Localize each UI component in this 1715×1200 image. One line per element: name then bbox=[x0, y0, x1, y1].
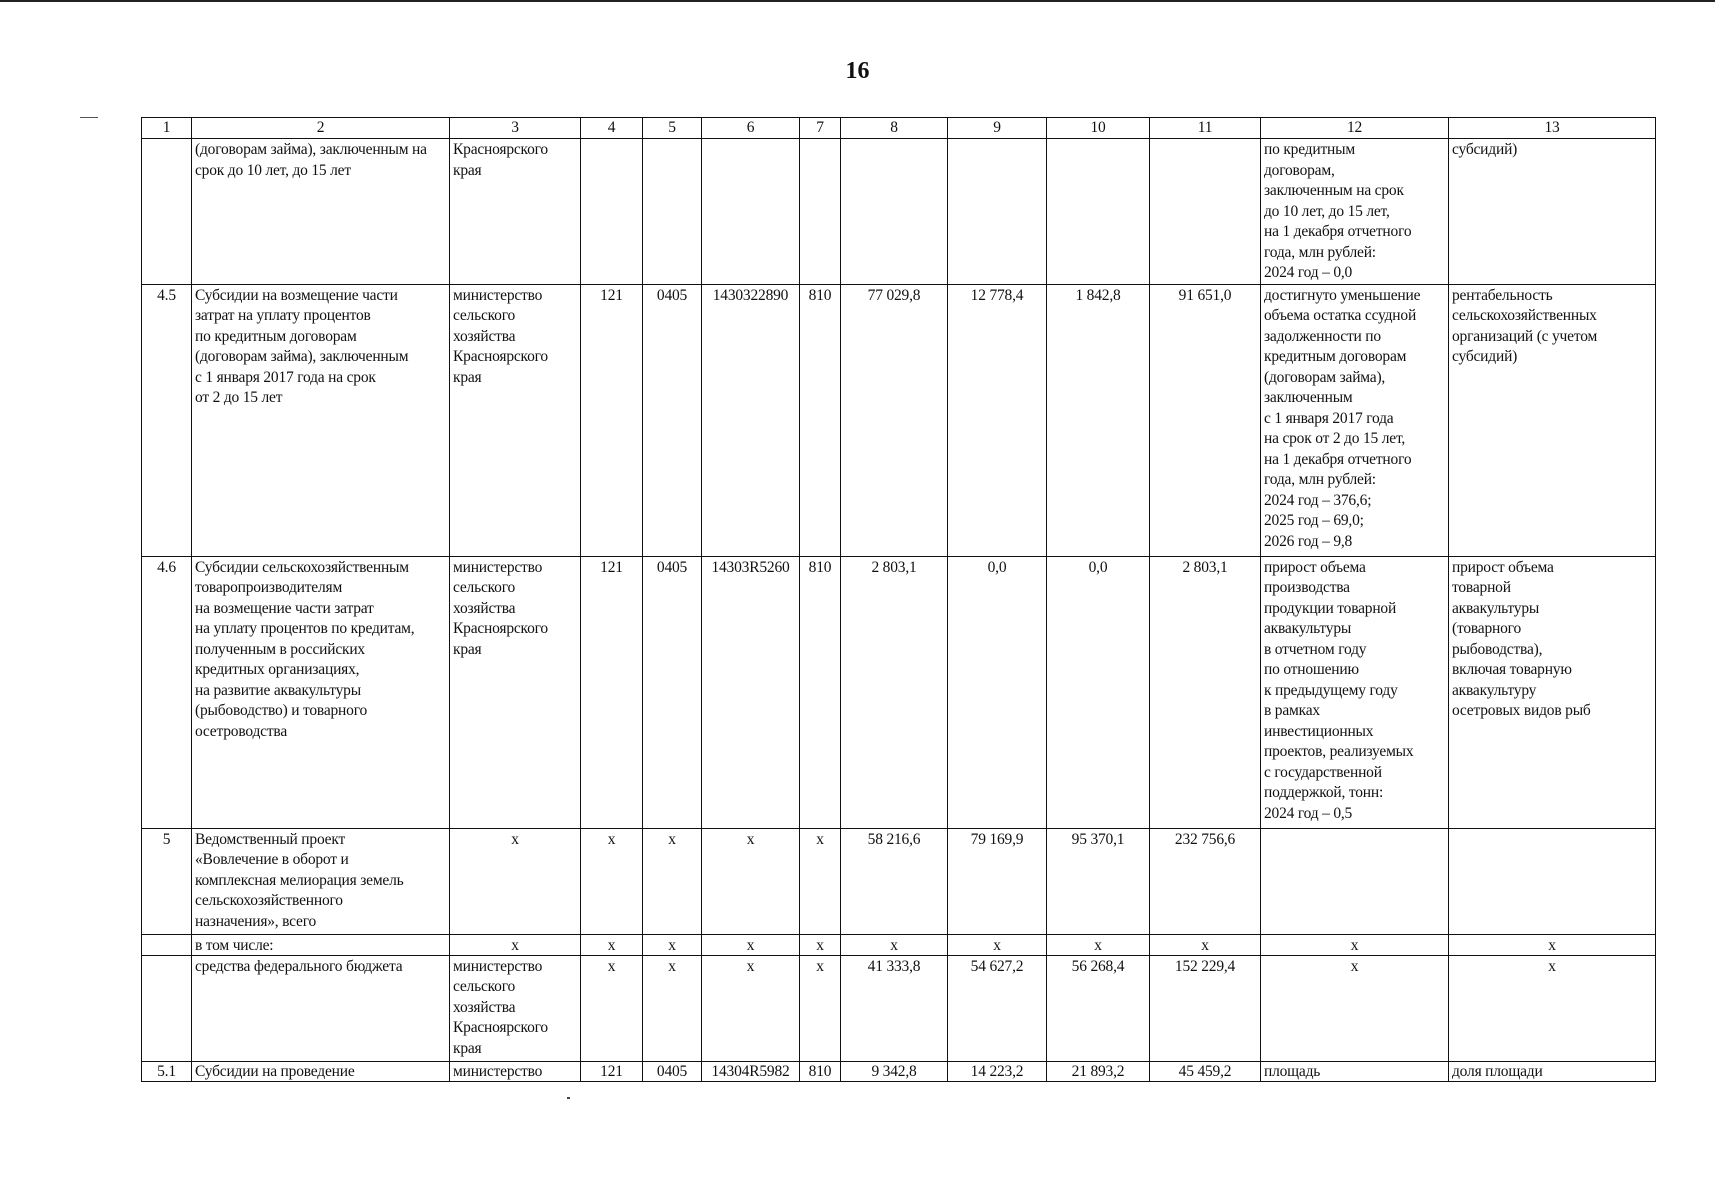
cell-responsible: министерство сельского хозяйства Красноярского края bbox=[450, 284, 581, 556]
cell-indicator: х bbox=[1449, 955, 1656, 1061]
cell-result: по кредитным договорам, заключенным на срок до 10 лет, до 15 лет, на 1 декабря отчетного года, млн рублей: 2024 год – 0,0 bbox=[1261, 139, 1449, 285]
header-col-5: 5 bbox=[643, 118, 702, 139]
cell-col-10: 95 370,1 bbox=[1047, 828, 1150, 934]
cell-item-name: Субсидии сельскохозяйственным товаропроизводителям на возмещение части затрат на уплату процентов по кредитам, полученным в российских кредитных организациях, на развитие аквакультуры (рыбоводство) и товарного осетроводства bbox=[192, 556, 450, 828]
column-number-header-row bbox=[142, 118, 1656, 139]
header-col-1: 1 bbox=[142, 118, 192, 139]
table-row-5 bbox=[142, 828, 1656, 934]
cell-result: достигнуто уменьшение объема остатка ссудной задолженности по кредитным договорам (договорам займа), заключенным с 1 января 2017 года на срок от 2 до 15 лет, на 1 декабря отчетного года, млн рублей: 2024 год – 376,6; 2025 год – 69,0; 2026 год – 9,8 bbox=[1261, 284, 1449, 556]
cell-item-name: Субсидии на проведение bbox=[192, 1061, 450, 1081]
scan-speck bbox=[567, 1097, 570, 1099]
table-row-4-6 bbox=[142, 556, 1656, 828]
cell-result: прирост объема производства продукции товарной аквакультуры в отчетном году по отношению к предыдущему году в рамках инвестиционных проектов, реализуемых с государственной поддержкой, тонн: 2024 год – 0,5 bbox=[1261, 556, 1449, 828]
cell-col-8 bbox=[841, 139, 948, 285]
cell-item-name: Ведомственный проект «Вовлечение в оборот и комплексная мелиорация земель сельскохозяйственного назначения», всего bbox=[192, 828, 450, 934]
table-row-including bbox=[142, 934, 1656, 955]
header-col-6: 6 bbox=[702, 118, 800, 139]
cell-item-number bbox=[142, 955, 192, 1061]
header-col-4: 4 bbox=[581, 118, 643, 139]
cell-col-10: 1 842,8 bbox=[1047, 284, 1150, 556]
cell-col-11: 91 651,0 bbox=[1150, 284, 1261, 556]
cell-item-number: 4.5 bbox=[142, 284, 192, 556]
table-row-federal-budget bbox=[142, 955, 1656, 1061]
cell-col-4: 121 bbox=[581, 284, 643, 556]
cell-col-4: х bbox=[581, 828, 643, 934]
cell-responsible: министерство сельского хозяйства Красноярского края bbox=[450, 556, 581, 828]
table-row-5-1 bbox=[142, 1061, 1656, 1081]
cell-col-9: х bbox=[948, 934, 1047, 955]
cell-responsible: х bbox=[450, 828, 581, 934]
cell-col-5: 0405 bbox=[643, 556, 702, 828]
cell-col-9: 79 169,9 bbox=[948, 828, 1047, 934]
cell-item-number: 5.1 bbox=[142, 1061, 192, 1081]
header-col-12: 12 bbox=[1261, 118, 1449, 139]
cell-result: х bbox=[1261, 955, 1449, 1061]
cell-result: х bbox=[1261, 934, 1449, 955]
cell-col-10: х bbox=[1047, 934, 1150, 955]
page-number: 16 bbox=[845, 58, 870, 84]
cell-col-4: 121 bbox=[581, 556, 643, 828]
cell-item-number bbox=[142, 934, 192, 955]
cell-item-number bbox=[142, 139, 192, 285]
cell-indicator: субсидий) bbox=[1449, 139, 1656, 285]
cell-indicator bbox=[1449, 828, 1656, 934]
cell-col-4: х bbox=[581, 955, 643, 1061]
cell-col-8: 58 216,6 bbox=[841, 828, 948, 934]
cell-indicator: прирост объема товарной аквакультуры (товарного рыбоводства), включая товарную аквакультуру осетровых видов рыб bbox=[1449, 556, 1656, 828]
cell-col-8: 9 342,8 bbox=[841, 1061, 948, 1081]
cell-col-7: 810 bbox=[800, 556, 841, 828]
cell-col-8: х bbox=[841, 934, 948, 955]
margin-mark bbox=[80, 117, 98, 118]
table-row-continuation bbox=[142, 139, 1656, 285]
cell-col-5: х bbox=[643, 955, 702, 1061]
cell-col-11 bbox=[1150, 139, 1261, 285]
cell-indicator: х bbox=[1449, 934, 1656, 955]
cell-col-11: 232 756,6 bbox=[1150, 828, 1261, 934]
header-col-3: 3 bbox=[450, 118, 581, 139]
cell-responsible: Красноярского края bbox=[450, 139, 581, 285]
cell-col-10: 0,0 bbox=[1047, 556, 1150, 828]
cell-responsible: х bbox=[450, 934, 581, 955]
cell-col-9: 0,0 bbox=[948, 556, 1047, 828]
budget-table bbox=[141, 117, 1656, 1082]
cell-item-name: (договорам займа), заключенным на срок до 10 лет, до 15 лет bbox=[192, 139, 450, 285]
cell-col-8: 41 333,8 bbox=[841, 955, 948, 1061]
cell-col-7: х bbox=[800, 934, 841, 955]
cell-col-9 bbox=[948, 139, 1047, 285]
cell-col-11: 45 459,2 bbox=[1150, 1061, 1261, 1081]
cell-col-5: х bbox=[643, 934, 702, 955]
cell-item-name: в том числе: bbox=[192, 934, 450, 955]
cell-responsible: министерство сельского хозяйства Красноярского края bbox=[450, 955, 581, 1061]
cell-col-6: 14303R5260 bbox=[702, 556, 800, 828]
cell-col-6: 1430322890 bbox=[702, 284, 800, 556]
header-col-8: 8 bbox=[841, 118, 948, 139]
cell-col-5: 0405 bbox=[643, 284, 702, 556]
cell-col-10: 21 893,2 bbox=[1047, 1061, 1150, 1081]
cell-item-name: средства федерального бюджета bbox=[192, 955, 450, 1061]
cell-col-7: 810 bbox=[800, 284, 841, 556]
cell-col-9: 14 223,2 bbox=[948, 1061, 1047, 1081]
cell-col-5 bbox=[643, 139, 702, 285]
cell-item-number: 4.6 bbox=[142, 556, 192, 828]
cell-result: площадь bbox=[1261, 1061, 1449, 1081]
cell-item-number: 5 bbox=[142, 828, 192, 934]
header-col-13: 13 bbox=[1449, 118, 1656, 139]
cell-col-4: 121 bbox=[581, 1061, 643, 1081]
cell-col-6: 14304R5982 bbox=[702, 1061, 800, 1081]
cell-col-8: 77 029,8 bbox=[841, 284, 948, 556]
header-col-11: 11 bbox=[1150, 118, 1261, 139]
cell-col-11: х bbox=[1150, 934, 1261, 955]
cell-result bbox=[1261, 828, 1449, 934]
header-col-7: 7 bbox=[800, 118, 841, 139]
cell-col-7: х bbox=[800, 828, 841, 934]
cell-col-9: 12 778,4 bbox=[948, 284, 1047, 556]
cell-col-6: х bbox=[702, 934, 800, 955]
cell-responsible: министерство bbox=[450, 1061, 581, 1081]
cell-col-4: х bbox=[581, 934, 643, 955]
cell-item-name: Субсидии на возмещение части затрат на уплату процентов по кредитным договорам (договорам займа), заключенным с 1 января 2017 года на срок от 2 до 15 лет bbox=[192, 284, 450, 556]
header-col-9: 9 bbox=[948, 118, 1047, 139]
top-border-line bbox=[0, 0, 1715, 2]
cell-indicator: рентабельность сельскохозяйственных организаций (с учетом субсидий) bbox=[1449, 284, 1656, 556]
cell-col-4 bbox=[581, 139, 643, 285]
cell-col-8: 2 803,1 bbox=[841, 556, 948, 828]
cell-col-5: 0405 bbox=[643, 1061, 702, 1081]
cell-col-7: 810 bbox=[800, 1061, 841, 1081]
cell-col-10: 56 268,4 bbox=[1047, 955, 1150, 1061]
cell-col-6 bbox=[702, 139, 800, 285]
cell-col-7: х bbox=[800, 955, 841, 1061]
header-col-10: 10 bbox=[1047, 118, 1150, 139]
table-row-4-5 bbox=[142, 284, 1656, 556]
cell-col-7 bbox=[800, 139, 841, 285]
cell-col-11: 2 803,1 bbox=[1150, 556, 1261, 828]
cell-col-10 bbox=[1047, 139, 1150, 285]
cell-indicator: доля площади bbox=[1449, 1061, 1656, 1081]
cell-col-6: х bbox=[702, 955, 800, 1061]
cell-col-9: 54 627,2 bbox=[948, 955, 1047, 1061]
cell-col-6: х bbox=[702, 828, 800, 934]
header-col-2: 2 bbox=[192, 118, 450, 139]
cell-col-11: 152 229,4 bbox=[1150, 955, 1261, 1061]
cell-col-5: х bbox=[643, 828, 702, 934]
